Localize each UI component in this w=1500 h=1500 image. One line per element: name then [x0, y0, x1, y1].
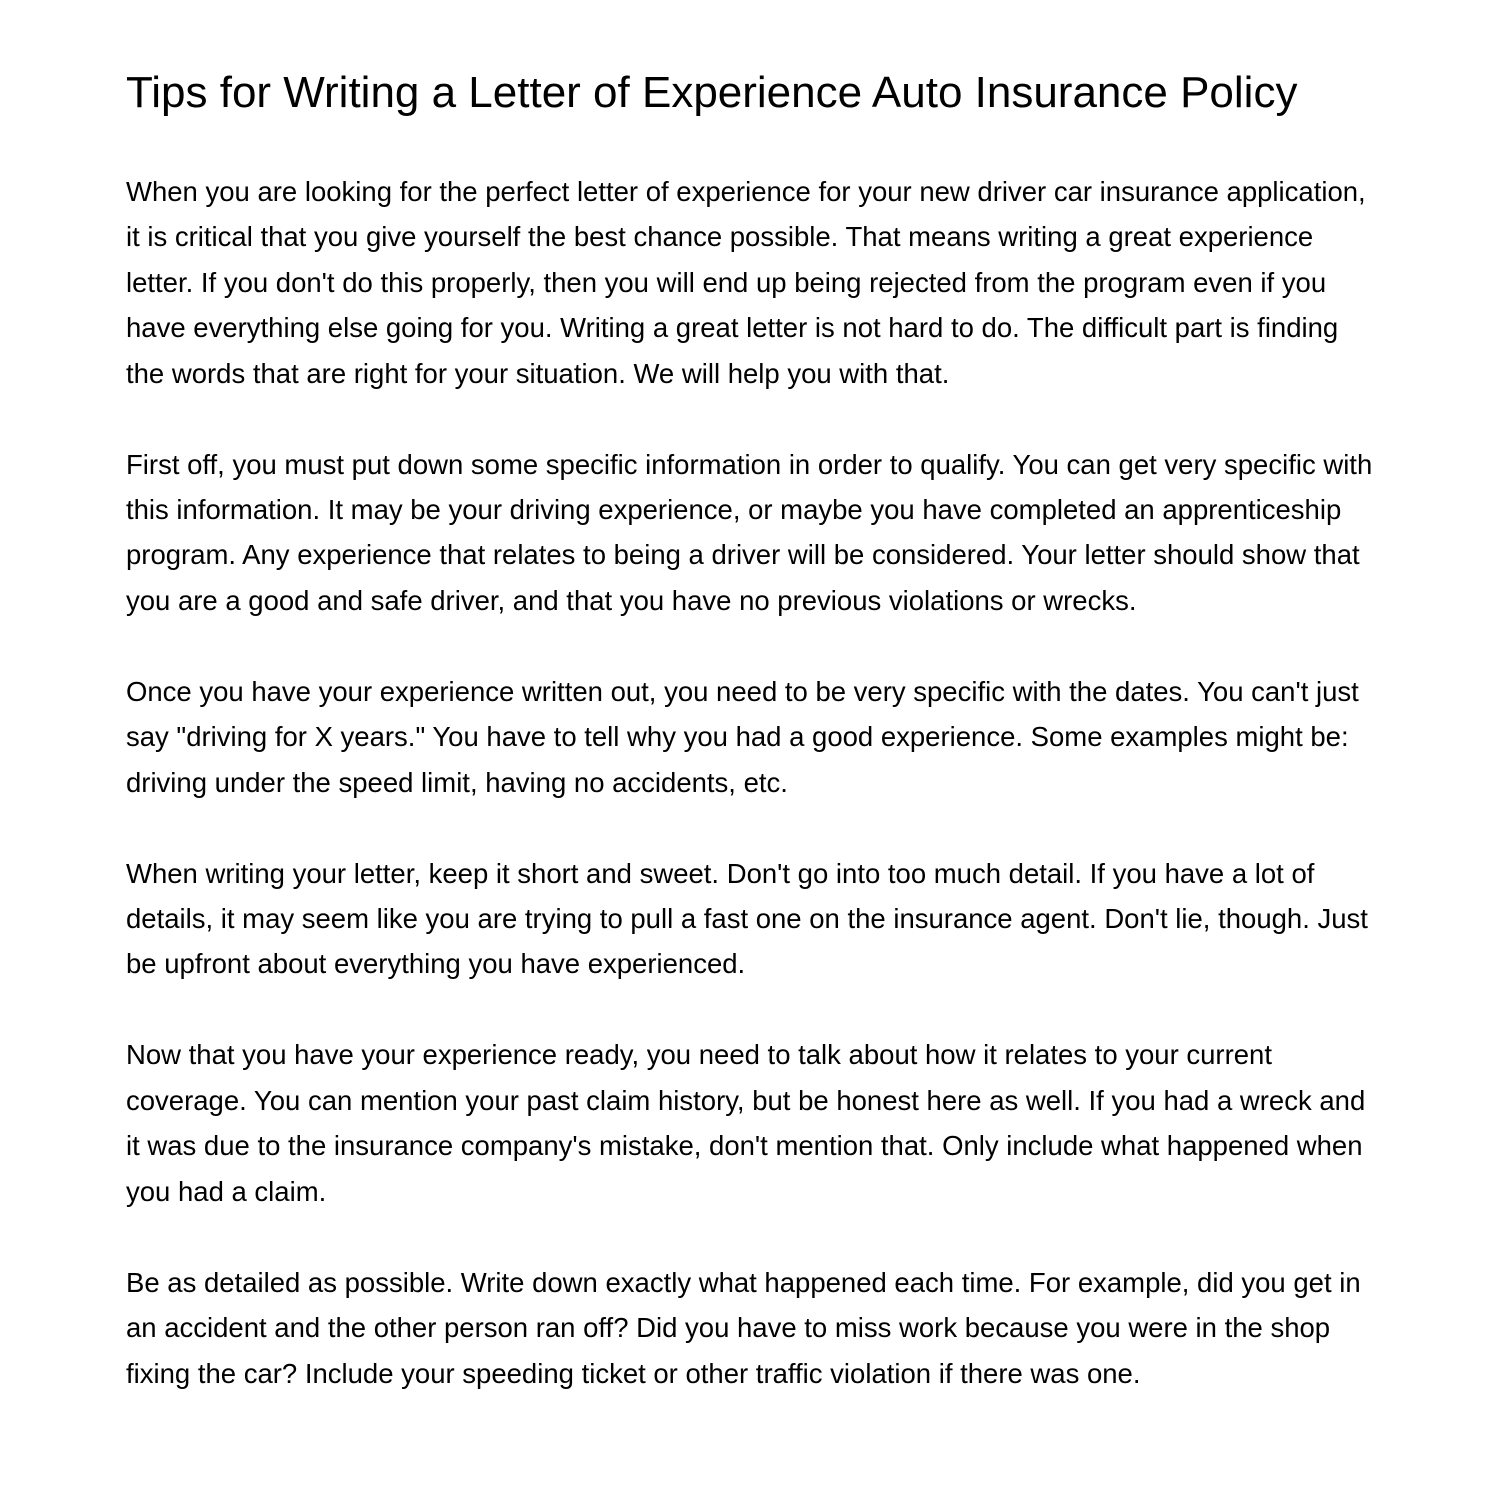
paragraph-intro: When you are looking for the perfect letter of experience for your new driver car insurance application, it is critical that you give yourself the best chance possible. That means writing a great experience letter. If you don't do this properly, then you will end up being rejected from the program even if you have everything else going for you. Writing a great letter is not hard to do. The difficult part is finding the words that are right for your situation. We will help you with that.	[126, 176, 1366, 389]
document-title: Tips for Writing a Letter of Experience Auto Insurance Policy	[126, 68, 1298, 117]
paragraph-short-and-sweet: When writing your letter, keep it short and sweet. Don't go into too much detail. If you have a lot of details, it may seem like you are trying to pull a fast one on the insurance agent. Don't lie, though. Just be upfront about everything you have experienced.	[126, 857, 1368, 980]
paragraph-current-coverage: Now that you have your experience ready, you need to talk about how it relates to your current coverage. You can mention your past claim history, but be honest here as well. If you had a wreck and it was due to the insurance company's mistake, don't mention that. Only include what happened when you had a claim.	[126, 1039, 1366, 1207]
paragraph-dates: Once you have your experience written out, you need to be very specific with the dates. You can't just say "driving for X years." You have to tell why you had a good experience. Some examples might be: driving under the speed limit, having no accidents, etc.	[126, 675, 1359, 798]
paragraph-specific-information: First off, you must put down some specific information in order to qualify. You can get very specific with this information. It may be your driving experience, or maybe you have completed an apprenticeship program. Any experience that relates to being a driver will be considered. Your letter should show that you are a good and safe driver, and that you have no previous violations or wrecks.	[126, 448, 1373, 616]
document-page	[126, 64, 1376, 1442]
paragraph-detailed: Be as detailed as possible. Write down exactly what happened each time. For example, did you get in an accident and the other person ran off? Did you have to miss work because you were in the shop fixing the car? Include your speeding ticket or other traffic violation if there was one.	[126, 1266, 1361, 1389]
